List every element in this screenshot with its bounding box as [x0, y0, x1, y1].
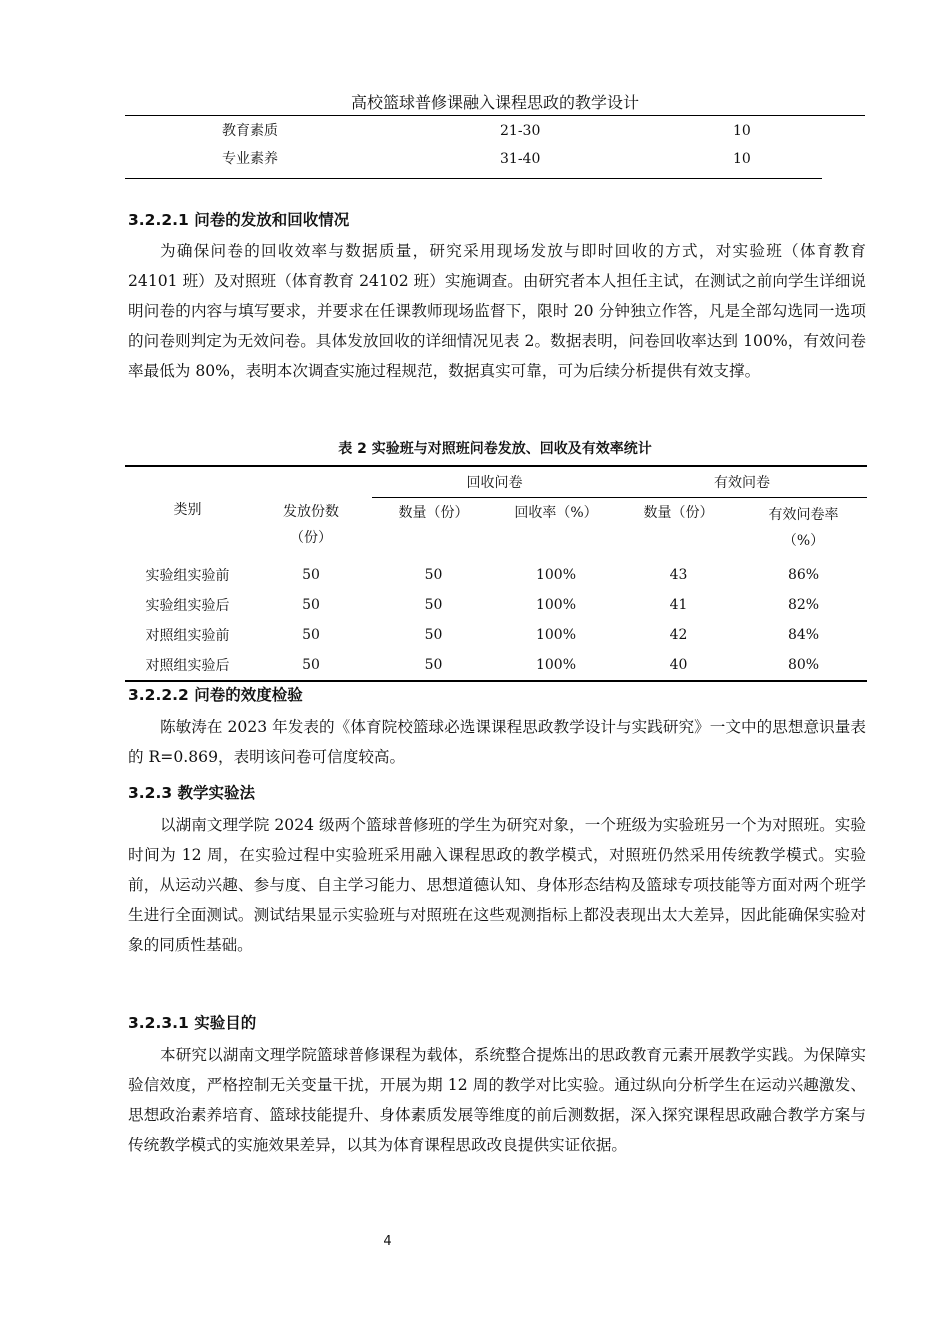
row-recovered: 50: [424, 597, 443, 613]
row-recovered: 50: [424, 567, 443, 583]
table-2-caption: 表 2 实验班与对照班问卷发放、回收及有效率统计: [338, 441, 652, 457]
paragraph-3231: [128, 1040, 866, 1160]
top-table-bottom-rule: [125, 178, 822, 179]
top-table-range-2: 31-40: [500, 151, 541, 167]
header-valid-rate-line2: （%）: [782, 533, 825, 549]
paragraph-3221-text: 为确保问卷的回收效率与数据质量，研究采用现场发放与即时回收的方式，对实验班（体育教育 24101 班）及对照班（体育教育 24102 班）实施调查。由研究者本人担任主试，在测试之前向学生详细说明问卷的内容与填写要求，并要求在任课教师现场监督下，限时 20 分钟独立作答，凡是全部勾选同一选项的问卷则判定为无效问卷。具体发放回收的详细情况见表 2。数据表明，问卷回收率达到 100%，有效问卷率最低为 80%，表明本次调查实施过程规范，数据真实可靠，可为后续分析提供有效支撑。: [128, 242, 866, 380]
row-valid-rate: 80%: [740, 650, 867, 681]
header-recovered-group: 回收问卷: [372, 466, 617, 498]
row-issued: 50: [302, 567, 320, 583]
header-rule: [125, 115, 865, 116]
section-heading-323: 3.2.3 教学实验法: [128, 784, 256, 802]
header-recovered-count: 数量（份）: [398, 505, 469, 521]
table-2-header-row-1: [125, 466, 867, 498]
page-number: 4: [383, 1234, 392, 1249]
row-recovery-rate: 100%: [535, 597, 577, 613]
header-valid-count: 数量（份）: [643, 505, 714, 521]
header-issued-line2: （份）: [290, 530, 332, 546]
table-row: [125, 650, 867, 681]
header-valid-group: 有效问卷: [617, 466, 867, 498]
running-header: 高校篮球普修课融入课程思政的教学设计: [350, 93, 639, 112]
top-table-score-2: 10: [733, 151, 751, 167]
table-2: [125, 465, 867, 682]
row-issued: 50: [302, 597, 320, 613]
row-recovered: 50: [424, 627, 443, 643]
paragraph-3221: [128, 236, 866, 386]
row-recovered: 50: [372, 650, 495, 681]
row-valid-rate: 86%: [787, 567, 820, 583]
row-recovery-rate: 100%: [495, 650, 617, 681]
row-valid: 42: [669, 627, 688, 643]
row-recovery-rate: 100%: [535, 567, 577, 583]
paragraph-3222-text: 陈敏涛在 2023 年发表的《体育院校篮球必选课课程思政教学设计与实践研究》一文中的思想意识量表的 R=0.869，表明该问卷可信度较高。: [128, 718, 866, 766]
header-category: 类别: [125, 466, 250, 560]
table-row: [125, 620, 867, 650]
top-table-item-1: 教育素质: [222, 123, 278, 139]
header-valid-rate-line1: 有效问卷率: [768, 507, 839, 523]
section-heading-3222: 3.2.2.2 问卷的效度检验: [128, 686, 303, 704]
row-recovery-rate: 100%: [535, 627, 577, 643]
row-category: 实验组实验前: [145, 568, 230, 584]
paragraph-3231-text: 本研究以湖南文理学院篮球普修课程为载体，系统整合提炼出的思政教育元素开展教学实践。为保障实验信效度，严格控制无关变量干扰，开展为期 12 周的教学对比实验。通过纵向分析学生在运动兴趣激发、思想政治素养培育、篮球技能提升、身体素质发展等维度的前后测数据，深入探究课程思政融合教学方案与传统教学模式的实施效果差异，以其为体育课程思政改良提供实证依据。: [128, 1046, 866, 1154]
row-valid: 43: [669, 567, 688, 583]
section-heading-3231: 3.2.3.1 实验目的: [128, 1014, 257, 1032]
paragraph-3222: [128, 712, 866, 772]
row-category: 对照组实验前: [145, 628, 230, 644]
row-valid: 41: [669, 597, 688, 613]
row-issued: 50: [302, 627, 320, 643]
top-table-range-1: 21-30: [500, 123, 541, 139]
paragraph-323: [128, 810, 866, 960]
row-valid: 40: [617, 650, 740, 681]
header-issued: [250, 466, 372, 560]
header-valid-rate: [740, 498, 867, 561]
table-row: [125, 560, 867, 590]
row-valid-rate: 82%: [787, 597, 820, 613]
top-table-score-1: 10: [733, 123, 751, 139]
table-row: [125, 590, 867, 620]
row-valid-rate: 84%: [787, 627, 820, 643]
header-recovered-rate: 回收率（%）: [514, 505, 598, 521]
paragraph-323-text: 以湖南文理学院 2024 级两个篮球普修班的学生为研究对象，一个班级为实验班另一个为对照班。实验时间为 12 周，在实验过程中实验班采用融入课程思政的教学模式，对照班仍然采用传统教学模式。实验前，从运动兴趣、参与度、自主学习能力、思想道德认知、身体形态结构及篮球专项技能等方面对两个班学生进行全面测试。测试结果显示实验班与对照班在这些观测指标上都没表现出太大差异，因此能确保实验对象的同质性基础。: [128, 816, 866, 954]
row-category: 实验组实验后: [145, 598, 230, 614]
header-issued-line1: 发放份数: [283, 504, 339, 520]
row-issued: 50: [250, 650, 372, 681]
section-heading-3221: 3.2.2.1 问卷的发放和回收情况: [128, 211, 350, 229]
row-category: 对照组实验后: [125, 650, 250, 681]
top-table-item-2: 专业素养: [222, 151, 278, 167]
